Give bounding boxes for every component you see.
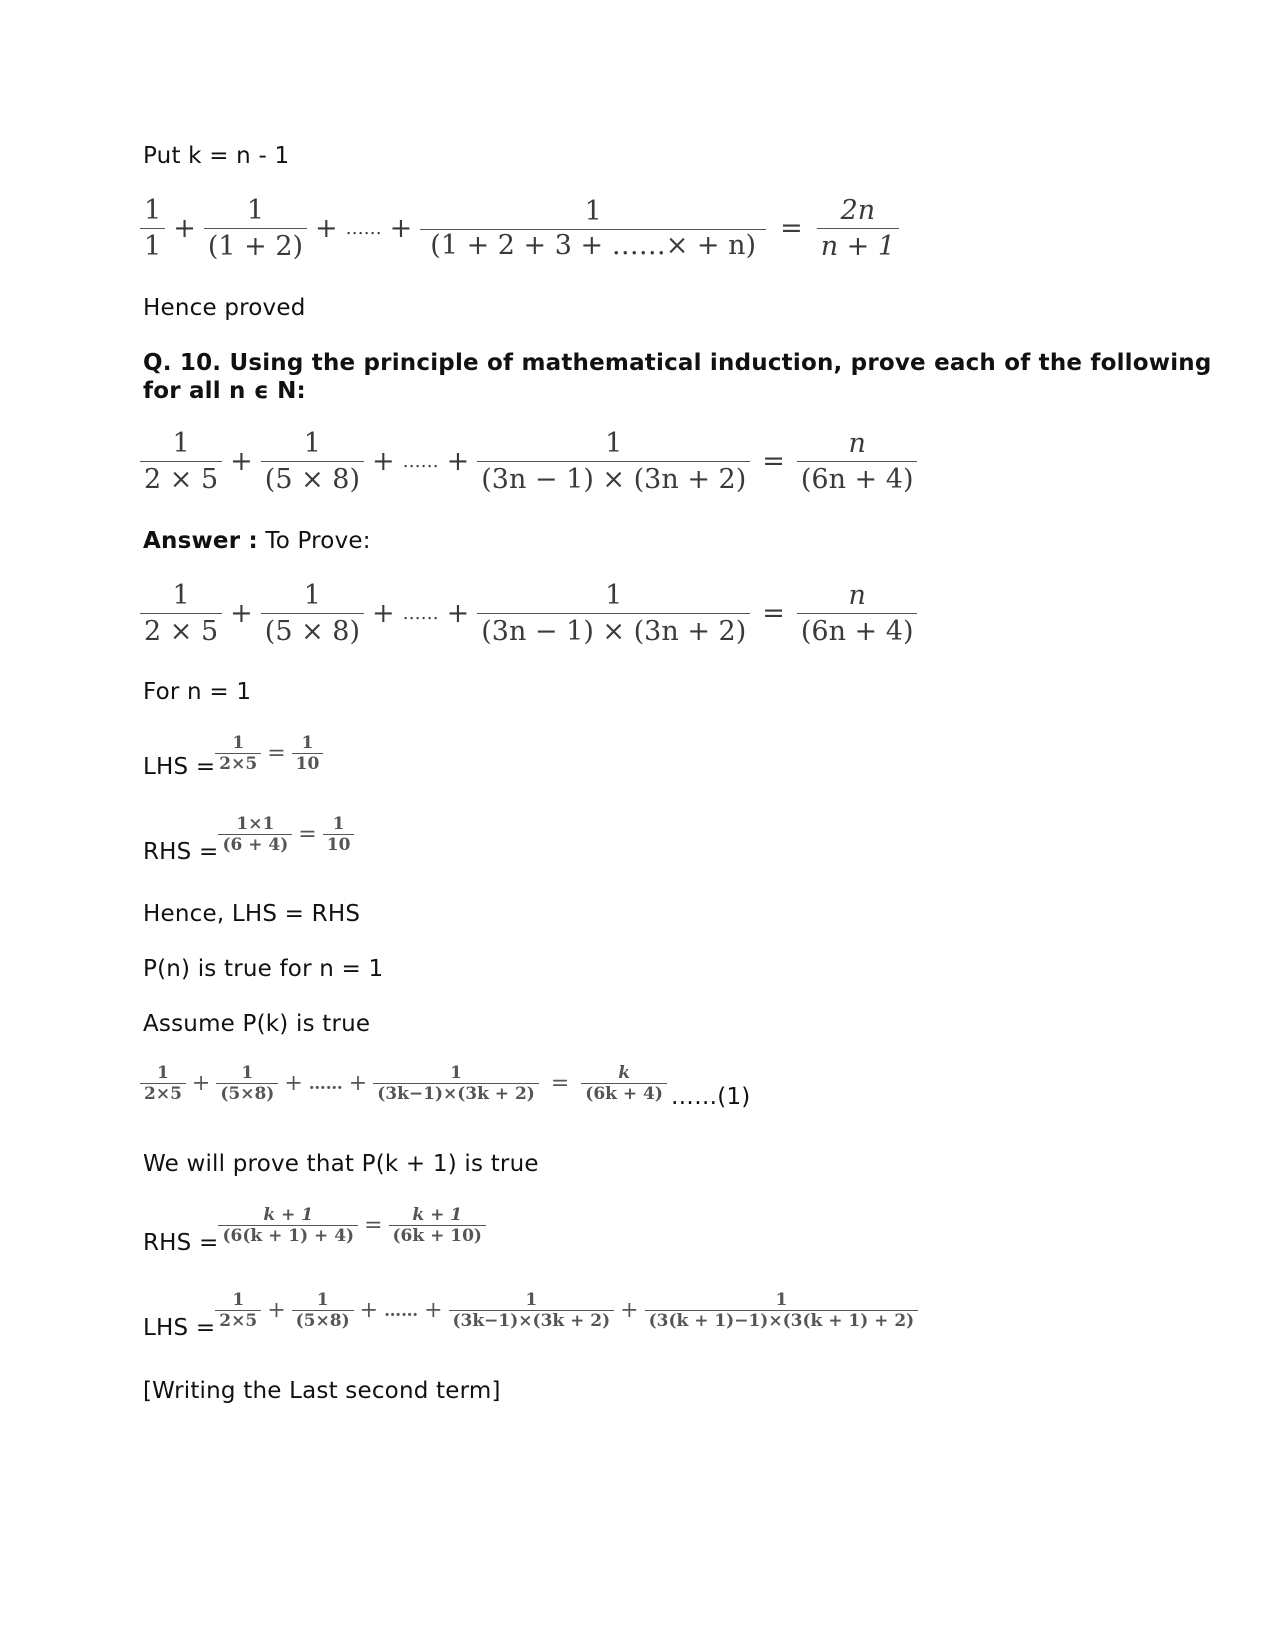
equation-reference: ……(1) — [670, 1084, 751, 1110]
equation-question-statement — [140, 428, 917, 495]
numerator: 1 — [332, 814, 345, 834]
plus-sign: + — [446, 598, 470, 629]
fraction-term-1 — [140, 1063, 186, 1104]
equals-sign: = — [298, 822, 317, 847]
plus-sign: + — [620, 1298, 639, 1323]
fraction-rhs — [218, 814, 292, 855]
equals-sign: = — [780, 213, 803, 244]
equation-to-prove — [140, 580, 917, 647]
denominator: (1 + 2) — [204, 228, 307, 262]
denominator: (5×8) — [292, 1310, 354, 1331]
denominator: (1 + 2 + 3 + ……× + n) — [420, 229, 766, 261]
denominator: 2 × 5 — [140, 613, 222, 647]
rhs-pk1 — [143, 1205, 486, 1256]
denominator: n + 1 — [817, 228, 899, 262]
numerator: 1 — [303, 428, 321, 459]
fraction-term-2 — [261, 580, 364, 647]
numerator: 1 — [157, 1063, 169, 1083]
numerator: 2n — [840, 195, 876, 226]
ellipsis: …… — [345, 218, 382, 239]
numerator: 1 — [232, 1290, 245, 1310]
ellipsis: …… — [402, 451, 439, 472]
numerator: 1 — [172, 580, 190, 611]
denominator: (5 × 8) — [261, 461, 364, 495]
text-hence-proved: Hence proved — [143, 295, 306, 321]
fraction-term-n — [420, 196, 766, 261]
ellipsis: …… — [402, 603, 439, 624]
numerator: 1 — [144, 195, 162, 226]
rhs-label: RHS = — [143, 1230, 219, 1256]
numerator: 1 — [584, 196, 602, 227]
fraction-term-2 — [261, 428, 364, 495]
denominator: (3k−1)×(3k + 2) — [373, 1083, 539, 1104]
plus-sign: + — [230, 598, 253, 629]
equals-sign: = — [762, 598, 785, 629]
denominator: 2×5 — [140, 1083, 186, 1104]
numerator: 1×1 — [236, 814, 275, 834]
fraction-lhs — [215, 733, 261, 774]
fraction-term-2 — [204, 195, 307, 262]
fraction-term-k — [373, 1063, 539, 1104]
text-lhs-equals-rhs: Hence, LHS = RHS — [143, 901, 361, 927]
denominator: 2×5 — [215, 753, 261, 774]
equation-pk — [140, 1063, 751, 1110]
denominator: (6n + 4) — [797, 613, 918, 647]
text-for-n-1: For n = 1 — [143, 679, 252, 705]
numerator: 1 — [605, 428, 623, 459]
fraction-term-1 — [140, 580, 222, 647]
denominator: (6k + 10) — [389, 1225, 486, 1246]
denominator: (6(k + 1) + 4) — [218, 1225, 358, 1246]
to-prove-text: To Prove: — [257, 528, 371, 554]
numerator: k + 1 — [263, 1205, 314, 1225]
fraction-result — [817, 195, 899, 262]
text-pn-true: P(n) is true for n = 1 — [143, 956, 384, 982]
fraction-result — [581, 1063, 667, 1104]
plus-sign: + — [348, 1071, 368, 1096]
fraction-term-1 — [140, 195, 165, 262]
denominator: (3n − 1) × (3n + 2) — [477, 461, 750, 495]
numerator: 1 — [450, 1063, 462, 1083]
question-heading-line-1: Q. 10. Using the principle of mathematical induction, prove each of the following — [143, 350, 1212, 376]
numerator: 1 — [525, 1290, 538, 1310]
numerator: 1 — [316, 1290, 329, 1310]
numerator: 1 — [246, 195, 265, 226]
equals-sign: = — [550, 1071, 570, 1096]
plus-sign: + — [424, 1298, 443, 1323]
numerator: 1 — [241, 1063, 254, 1083]
plus-sign: + — [315, 213, 338, 244]
fraction-value — [292, 733, 324, 774]
denominator: 1 — [140, 228, 165, 262]
numerator: n — [848, 428, 866, 459]
rhs-label: RHS = — [143, 839, 219, 865]
denominator: (6k + 4) — [581, 1083, 667, 1104]
denominator: 2×5 — [215, 1310, 261, 1331]
numerator: 1 — [605, 580, 623, 611]
fraction-term-2 — [216, 1063, 278, 1104]
fraction-term-n — [477, 428, 750, 495]
fraction-result — [797, 428, 918, 495]
fraction-term-2 — [292, 1290, 354, 1331]
denominator: (6 + 4) — [218, 834, 292, 855]
plus-sign: + — [173, 213, 196, 244]
numerator: 1 — [172, 428, 190, 459]
plus-sign: + — [284, 1071, 303, 1096]
text-prove-pk1: We will prove that P(k + 1) is true — [143, 1151, 539, 1177]
answer-label: Answer : — [143, 528, 258, 554]
ellipsis: …… — [384, 1300, 419, 1321]
numerator: n — [848, 580, 866, 611]
fraction-rhs — [218, 1205, 358, 1246]
fraction-term-k — [449, 1290, 615, 1331]
denominator: 10 — [292, 753, 324, 774]
denominator: (3n − 1) × (3n + 2) — [477, 613, 750, 647]
lhs-pk1 — [143, 1290, 918, 1341]
ellipsis: …… — [308, 1073, 343, 1094]
fraction-term-k-plus-1 — [645, 1290, 919, 1331]
numerator: 1 — [232, 733, 245, 753]
fraction-term-n — [477, 580, 750, 647]
plus-sign: + — [191, 1071, 211, 1096]
denominator: (3(k + 1)−1)×(3(k + 1) + 2) — [645, 1310, 919, 1331]
denominator: (5×8) — [216, 1083, 278, 1104]
fraction-term-1 — [140, 428, 222, 495]
equals-sign: = — [762, 446, 785, 477]
numerator: k — [618, 1063, 630, 1083]
denominator: (5 × 8) — [261, 613, 364, 647]
plus-sign: + — [230, 446, 253, 477]
text-put-k: Put k = n - 1 — [143, 143, 290, 169]
fraction-result — [797, 580, 918, 647]
denominator: (6n + 4) — [797, 461, 918, 495]
lhs-label: LHS = — [143, 1315, 216, 1341]
numerator: 1 — [775, 1290, 788, 1310]
denominator: 2 × 5 — [140, 461, 222, 495]
denominator: 10 — [323, 834, 355, 855]
numerator: k + 1 — [412, 1205, 463, 1225]
plus-sign: + — [372, 446, 395, 477]
text-writing-last-term: [Writing the Last second term] — [143, 1378, 501, 1404]
numerator: 1 — [303, 580, 321, 611]
answer-line — [143, 527, 371, 555]
numerator: 1 — [301, 733, 314, 753]
rhs-base-case — [143, 814, 354, 865]
plus-sign: + — [372, 598, 395, 629]
plus-sign: + — [359, 1298, 379, 1323]
fraction-term-1 — [215, 1290, 261, 1331]
equation-sum-reciprocal-triangular — [140, 195, 899, 262]
question-heading-line-2: for all n ϵ N: — [143, 378, 306, 404]
lhs-base-case — [143, 733, 323, 780]
equals-sign: = — [364, 1213, 383, 1238]
fraction-value — [323, 814, 355, 855]
plus-sign: + — [389, 213, 413, 244]
equals-sign: = — [267, 741, 286, 766]
plus-sign: + — [446, 446, 470, 477]
plus-sign: + — [267, 1298, 286, 1323]
fraction-simplified — [389, 1205, 486, 1246]
denominator: (3k−1)×(3k + 2) — [449, 1310, 615, 1331]
text-assume-pk: Assume P(k) is true — [143, 1011, 371, 1037]
lhs-label: LHS = — [143, 754, 216, 780]
